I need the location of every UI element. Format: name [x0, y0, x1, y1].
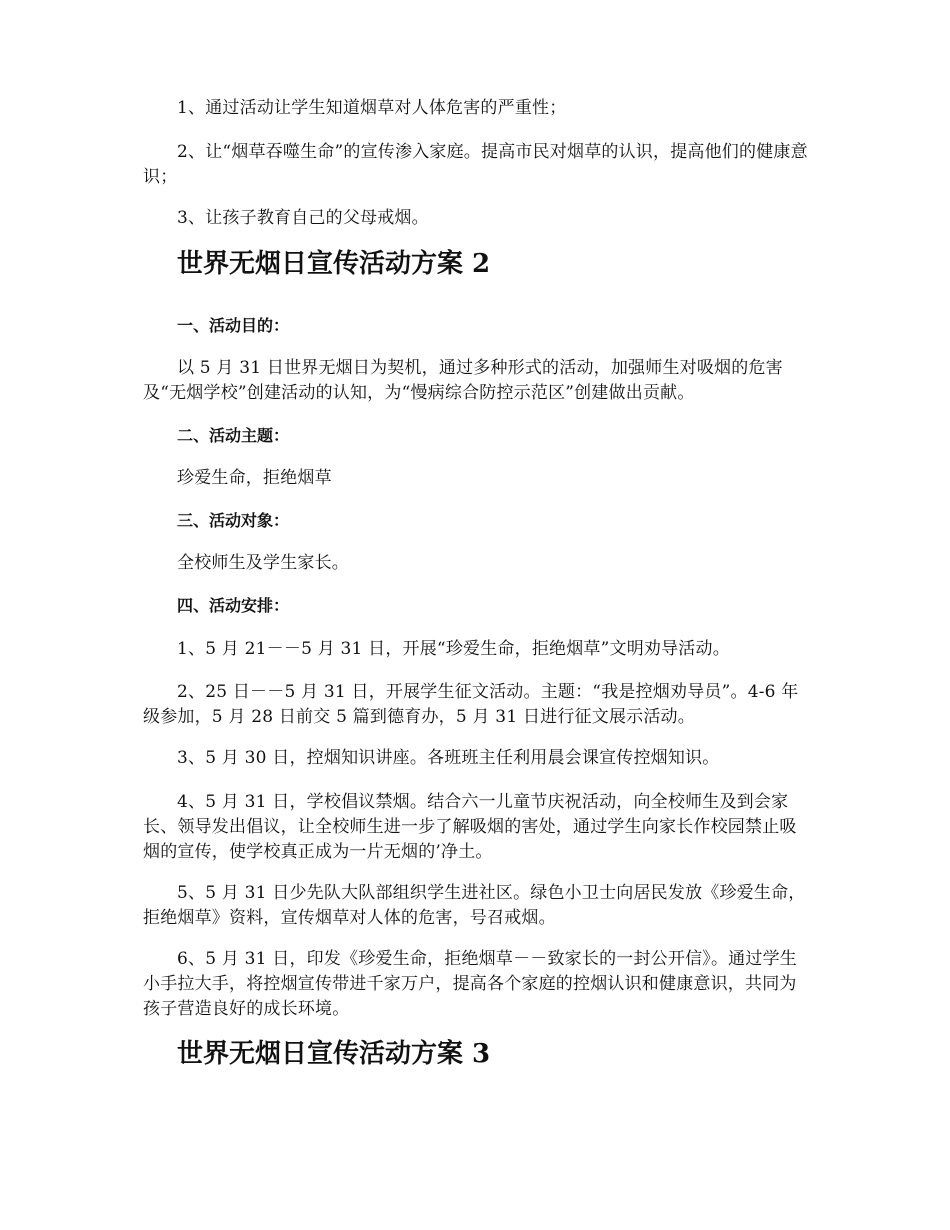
schedule-item-4: 4、5 月 31 日，学校倡议禁烟。结合六一儿童节庆祝活动，向全校师生及到会家长、领导发出倡议，让全校师生进一步了解吸烟的害处，通过学生向家长作校园禁止吸烟的宣传，使学校真正成为一片无烟的’净土。: [143, 792, 797, 862]
goal-item-1: 1、通过活动让学生知道烟草对人体危害的严重性；: [177, 98, 567, 118]
schedule-heading: 四、活动安排：: [177, 596, 290, 615]
target-text: 全校师生及学生家长。: [177, 553, 349, 573]
theme-text: 珍爱生命，拒绝烟草: [177, 468, 332, 488]
schedule-item-5: 5、5 月 31 日少先队大队部组织学生进社区。绿色小卫士向居民发放《珍爱生命，拒绝烟草》资料，宣传烟草对人体的危害，号召戒烟。: [143, 883, 806, 928]
theme-heading: 二、活动主题：: [177, 426, 290, 445]
section-3-title: 世界无烟日宣传活动方案 3: [177, 1039, 491, 1069]
goal-heading: 一、活动目的：: [177, 316, 290, 335]
target-heading: 三、活动对象：: [177, 511, 290, 530]
goal-text: 以 5 月 31 日世界无烟日为契机，通过多种形式的活动，加强师生对吸烟的危害及“无烟学校”创建活动的认知，为“慢病综合防控示范区”创建做出贡献。: [143, 358, 783, 403]
schedule-item-6: 6、5 月 31 日，印发《珍爱生命，拒绝烟草－－致家长的一封公开信》。通过学生小手拉大手，将控烟宣传带进千家万户，提高各个家庭的控烟认识和健康意识，共同为孩子营造良好的成长环境。: [143, 949, 797, 1019]
schedule-item-3: 3、5 月 30 日，控烟知识讲座。各班班主任利用晨会课宣传控烟知识。: [177, 748, 720, 768]
section-2-title: 世界无烟日宣传活动方案 2: [177, 249, 491, 279]
schedule-item-1: 1、5 月 21－－5 月 31 日，开展“珍爱生命，拒绝烟草”文明劝导活动。: [177, 639, 730, 659]
goal-item-2: 2、让“烟草吞噬生命”的宣传渗入家庭。提高市民对烟草的认识，提高他们的健康意识；: [143, 142, 808, 187]
schedule-item-2: 2、25 日－－5 月 31 日，开展学生征文活动。主题：“我是控烟劝导员”。4-6 年级参加，5 月 28 日前交 5 篇到德育办，5 月 31 日进行征文展示活动。: [143, 682, 799, 727]
goal-item-3: 3、让孩子教育自己的父母戒烟。: [177, 208, 429, 228]
